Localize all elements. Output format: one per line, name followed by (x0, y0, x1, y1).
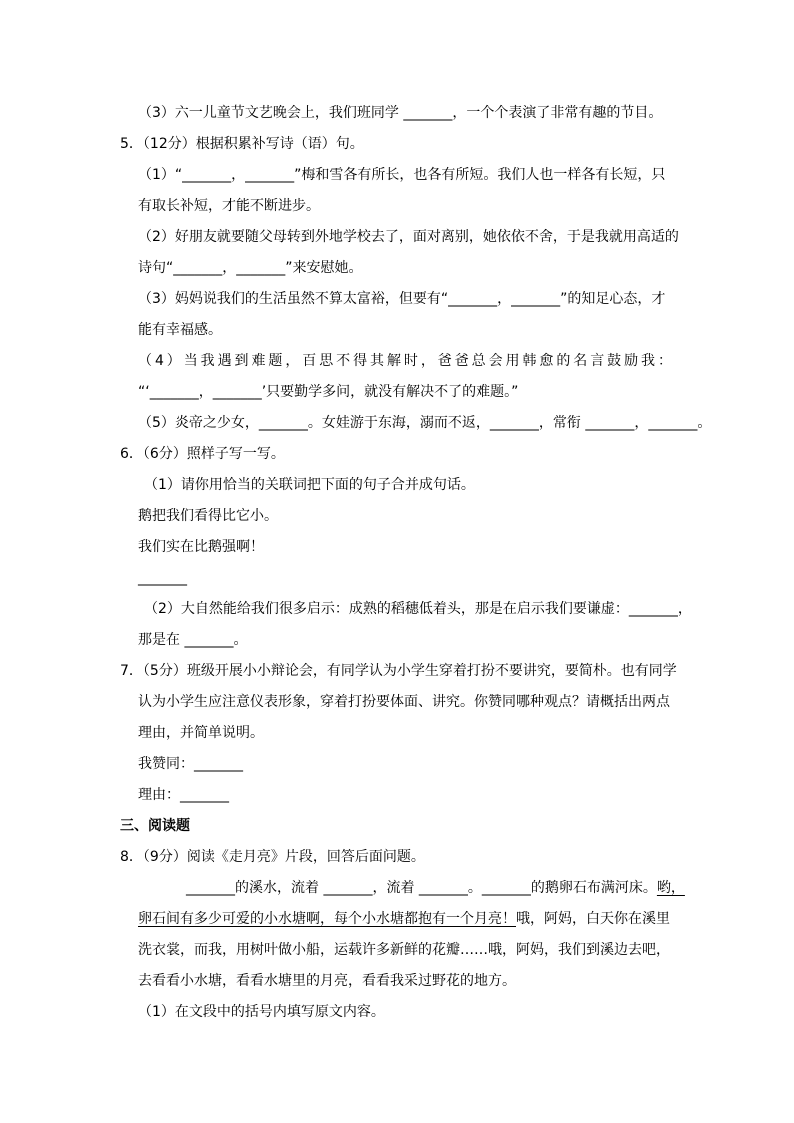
q6-sentence-2: 我们实在比鹅强啊！ (138, 539, 264, 555)
q6-item-2-line2: 那是在 _______。 (138, 632, 248, 648)
q6-item-1: （1）请你用恰当的关联词把下面的句子合并成句话。 (144, 477, 475, 493)
q5-item-1-line2: 有取长补短，才能不断进步。 (138, 198, 320, 214)
q5-title: 5．（12分）根据积累补写诗（语）句。 (120, 136, 364, 152)
q8-item-1: （1）在文段中的括号内填写原文内容。 (138, 1004, 385, 1020)
q8-title: 8．（9分）阅读《走月亮》片段，回答后面问题。 (120, 849, 425, 865)
q7-title-line1: 7．（5分）班级开展小小辩论会，有同学认为小学生穿着打扮不要讲究，要简朴。也有同学 (120, 663, 677, 679)
section-3-heading: 三、阅读题 (120, 818, 190, 834)
q6-item-2-line1: （2）大自然能给我们很多启示：成熟的稻穗低着头，那是在启示我们要谦虚：_______， (144, 601, 692, 617)
q8-passage-underlined-sentence: 卵石间有多少可爱的小水塘啊，每个小水塘都抱有一个月亮！ (138, 911, 516, 927)
q5-item-5: （5）炎帝之少女，_______。女娃游于东海，溺而不返，_______，常衔 _______，_______。 (138, 415, 712, 431)
q8-passage-line2-rest: 哦，阿妈，白天你在溪里 (516, 911, 670, 927)
q5-item-1-line1: （1）“_______，_______”梅和雪各有所长，也各有所短。我们人也一样各有长短，只 (138, 167, 666, 183)
q4-item-3: （3）六一儿童节文艺晚会上，我们班同学 _______，一个个表演了非常有趣的节目。 (138, 105, 663, 121)
q5-item-4-line2: “‘_______，_______’只要勤学多问，就没有解决不了的难题。” (138, 384, 519, 400)
q7-agree-blank: 我赞同：_______ (138, 756, 243, 772)
q6-title: 6．（6分）照样子写一写。 (120, 446, 285, 462)
q5-item-2-line2: 诗句“_______，_______”来安慰她。 (138, 260, 363, 276)
q5-item-4-line1: （4）当我遇到难题，百思不得其解时，爸爸总会用韩愈的名言鼓励我： (138, 353, 672, 369)
q8-passage-line2 (138, 909, 670, 929)
q6-sentence-1: 鹅把我们看得比它小。 (138, 508, 278, 524)
q8-passage-line3: 洗衣裳，而我，用树叶做小船，运载许多新鲜的花瓣……哦，阿妈，我们到溪边去吧， (138, 942, 670, 958)
q6-answer-blank: _______ (138, 570, 187, 586)
q8-passage-line1 (186, 878, 685, 898)
q5-item-3-line2: 能有幸福感。 (138, 322, 222, 338)
q8-passage-line1-text: _______的溪水，流着 _______，流着 _______。_______的鹅卵石布满河床。 (186, 880, 657, 896)
q7-title-line3: 理由，并简单说明。 (138, 725, 264, 741)
q8-passage-line4: 去看看小水塘，看看水塘里的月亮，看看我采过野花的地方。 (138, 973, 516, 989)
q7-title-line2: 认为小学生应注意仪表形象，穿着打扮要体面、讲究。你赞同哪种观点？请概括出两点 (138, 694, 670, 710)
q7-reason-blank: 理由：_______ (138, 787, 229, 803)
q5-item-2-line1: （2）好朋友就要随父母转到外地学校去了，面对离别，她依依不舍，于是我就用高适的 (138, 229, 679, 245)
q5-item-3-line1: （3）妈妈说我们的生活虽然不算太富裕，但要有“_______，_______”的知足心态，才 (138, 291, 666, 307)
q8-passage-underlined-start: 哟， (656, 880, 685, 896)
